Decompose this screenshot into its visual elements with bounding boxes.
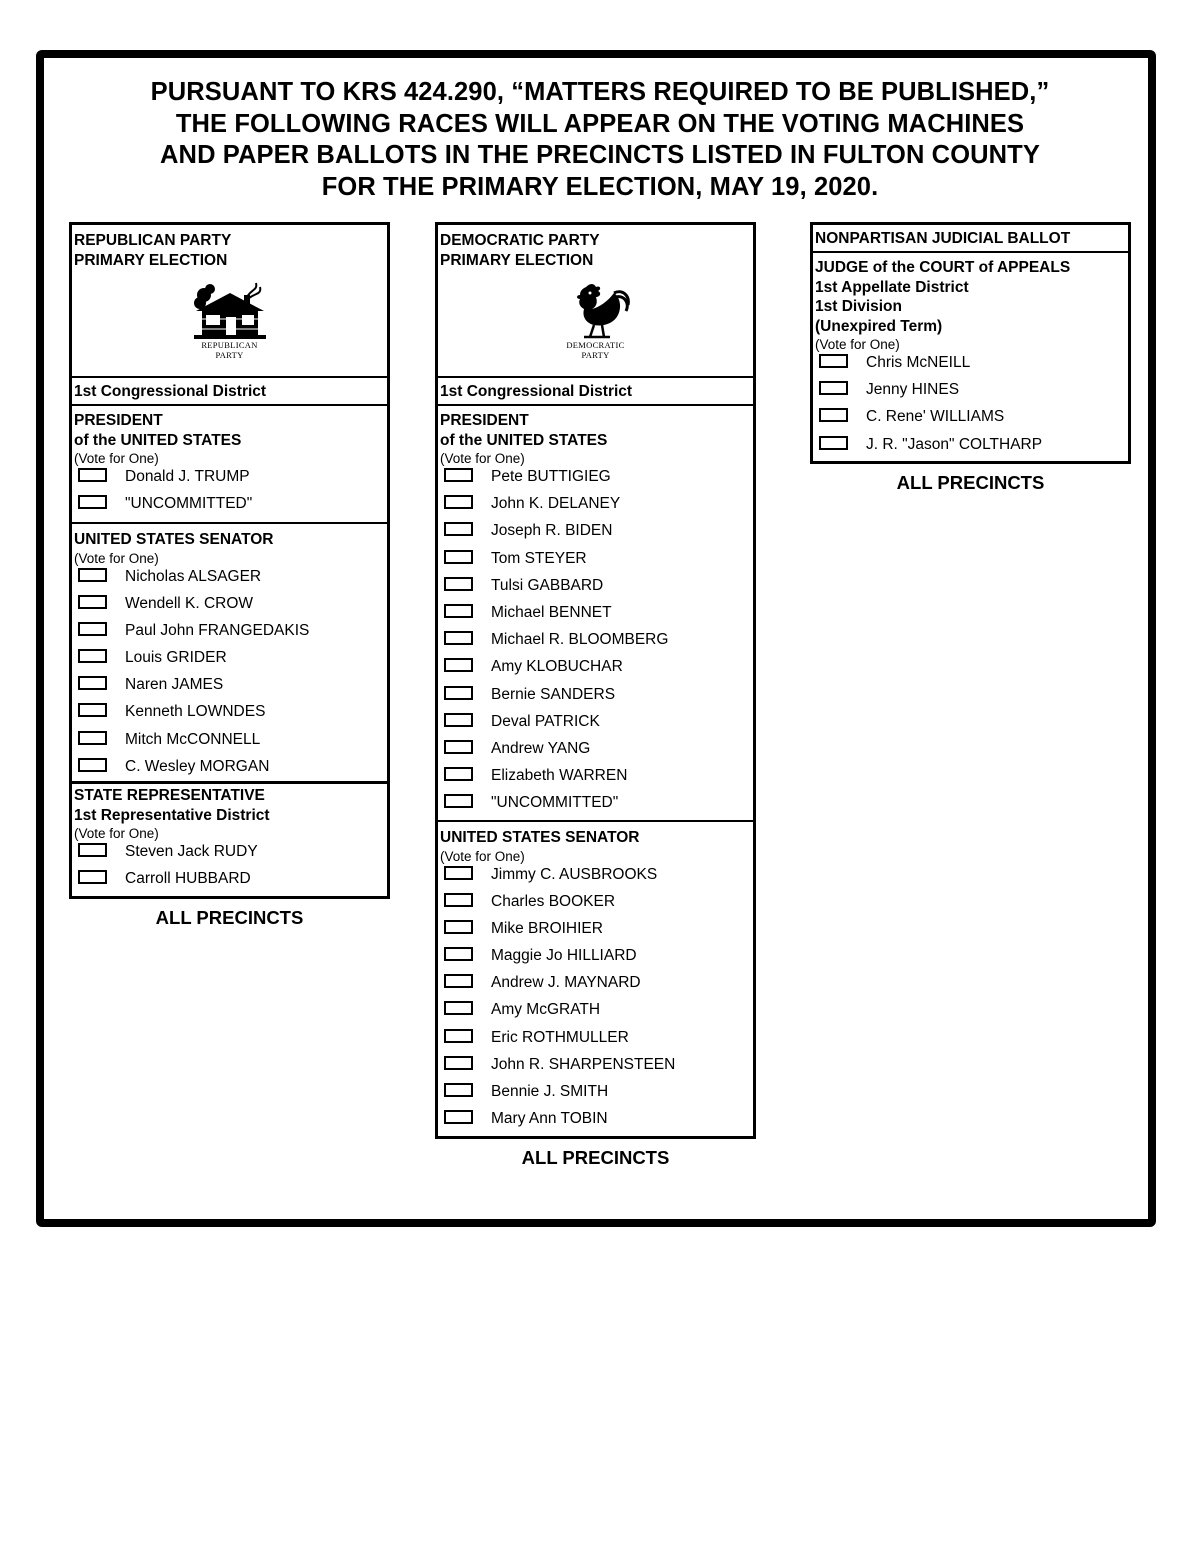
vote-instruction: (Vote for One) [74, 826, 159, 841]
race-president [438, 404, 753, 820]
candidate-checkbox[interactable] [78, 595, 107, 609]
candidate-name: "UNCOMMITTED" [491, 794, 619, 812]
candidate-checkbox[interactable] [444, 947, 473, 961]
candidate-checkbox[interactable] [78, 870, 107, 884]
election-name: PRIMARY ELECTION [440, 251, 594, 269]
candidate-name: Kenneth LOWNDES [125, 703, 266, 721]
candidate-checkbox[interactable] [444, 522, 473, 536]
candidate-row[interactable] [813, 435, 1128, 462]
candidate-row[interactable] [438, 1109, 753, 1136]
candidate-row[interactable] [72, 675, 387, 702]
candidate-name: Tom STEYER [491, 549, 587, 567]
candidate-checkbox[interactable] [78, 495, 107, 509]
candidate-name: Chris McNEILL [866, 354, 971, 371]
candidate-checkbox[interactable] [78, 468, 107, 482]
candidate-name: Nicholas ALSAGER [125, 567, 262, 585]
race-title: of the UNITED STATES [74, 431, 242, 449]
candidate-name: Carroll HUBBARD [125, 870, 251, 888]
candidate-name: Amy McGRATH [491, 1001, 601, 1019]
district-label: 1st Congressional District [74, 383, 267, 400]
candidate-row[interactable] [438, 630, 753, 657]
candidate-checkbox[interactable] [444, 713, 473, 727]
district-label: 1st Congressional District [440, 383, 633, 400]
ballot-title: NONPARTISAN JUDICIAL BALLOT [815, 230, 1071, 247]
candidate-name: Michael BENNET [491, 603, 612, 621]
candidate-row[interactable] [72, 467, 387, 494]
candidate-checkbox[interactable] [819, 408, 848, 422]
candidate-name: Jimmy C. AUSBROOKS [491, 865, 658, 883]
candidate-checkbox[interactable] [444, 604, 473, 618]
all-precincts-label: ALL PRECINCTS [521, 1147, 670, 1168]
candidate-name: "UNCOMMITTED" [125, 495, 253, 513]
party-name: REPUBLICAN PARTY [74, 232, 232, 249]
candidate-row[interactable] [72, 842, 387, 869]
candidate-checkbox[interactable] [444, 686, 473, 700]
logo-caption: DEMOCRATIC [566, 340, 625, 350]
candidate-checkbox[interactable] [444, 893, 473, 907]
vote-instruction: (Vote for One) [815, 337, 900, 352]
candidate-row[interactable] [72, 567, 387, 594]
race-title: UNITED STATES SENATOR [74, 531, 274, 548]
candidate-checkbox[interactable] [819, 381, 848, 395]
candidate-row[interactable] [438, 1082, 753, 1109]
candidate-name: Maggie Jo HILLIARD [491, 947, 637, 965]
candidate-row[interactable] [438, 793, 753, 820]
race-title: PRESIDENT [440, 412, 529, 429]
candidate-checkbox[interactable] [819, 354, 848, 368]
candidate-checkbox[interactable] [444, 740, 473, 754]
candidate-checkbox[interactable] [819, 436, 848, 450]
header-line: AND PAPER BALLOTS IN THE PRECINCTS LISTED IN FULTON COUNTY [160, 141, 1040, 169]
candidate-name: Andrew YANG [491, 739, 591, 757]
vote-instruction: (Vote for One) [74, 451, 159, 466]
candidate-row[interactable] [438, 1000, 753, 1027]
democratic-ballot [435, 222, 756, 1139]
candidate-checkbox[interactable] [444, 794, 473, 808]
candidate-row[interactable] [438, 865, 753, 892]
race-title: PRESIDENT [74, 412, 163, 429]
candidate-checkbox[interactable] [444, 974, 473, 988]
candidate-name: Elizabeth WARREN [491, 767, 628, 785]
candidate-name: John K. DELANEY [491, 495, 621, 513]
race-senator [438, 820, 753, 1136]
district-row [438, 376, 753, 406]
race-title: 1st Appellate District [815, 278, 969, 296]
candidate-checkbox[interactable] [444, 631, 473, 645]
candidate-checkbox[interactable] [444, 468, 473, 482]
race-president [72, 404, 387, 521]
candidate-name: Mike BROIHIER [491, 919, 603, 937]
candidate-name: Joseph R. BIDEN [491, 522, 613, 540]
candidate-row[interactable] [438, 892, 753, 919]
race-title: of the UNITED STATES [440, 431, 608, 449]
candidate-row[interactable] [438, 1055, 753, 1082]
candidate-row[interactable] [438, 603, 753, 630]
candidate-row[interactable] [72, 730, 387, 757]
candidate-name: Michael R. BLOOMBERG [491, 631, 669, 649]
candidate-checkbox[interactable] [78, 622, 107, 636]
candidate-name: Steven Jack RUDY [125, 843, 258, 860]
candidate-name: Naren JAMES [125, 676, 224, 694]
candidate-checkbox[interactable] [78, 676, 107, 690]
candidate-row[interactable] [813, 380, 1128, 407]
candidate-row[interactable] [438, 1028, 753, 1055]
header-line: FOR THE PRIMARY ELECTION, MAY 19, 2020. [321, 172, 879, 201]
party-name: DEMOCRATIC PARTY [440, 232, 600, 249]
candidate-name: Charles BOOKER [491, 892, 616, 910]
candidate-row[interactable] [72, 869, 387, 896]
candidate-row[interactable] [72, 494, 387, 521]
candidate-checkbox[interactable] [444, 866, 473, 880]
candidate-name: Pete BUTTIGIEG [491, 468, 611, 485]
race-state-representative [72, 781, 387, 896]
judicial-ballot [810, 222, 1131, 464]
race-court-of-appeals [813, 251, 1128, 462]
candidate-checkbox[interactable] [444, 767, 473, 781]
candidate-row[interactable] [813, 353, 1128, 380]
judicial-title [813, 229, 1128, 249]
candidate-row[interactable] [72, 594, 387, 621]
republican-logo [185, 281, 275, 360]
notice-header [50, 77, 1150, 203]
republican-title [72, 231, 387, 270]
race-title: STATE REPRESENTATIVE [74, 787, 265, 804]
candidate-checkbox[interactable] [444, 1083, 473, 1097]
candidate-name: C. Wesley MORGAN [125, 757, 270, 775]
candidate-name: John R. SHARPENSTEEN [491, 1055, 676, 1073]
candidate-checkbox[interactable] [78, 843, 107, 857]
candidate-row[interactable] [438, 766, 753, 793]
democratic-logo [551, 281, 641, 360]
logo-caption: PARTY [581, 349, 610, 360]
header-line: PURSUANT TO KRS 424.290, “MATTERS REQUIRED TO BE PUBLISHED,” [150, 78, 1050, 106]
candidate-name: C. Rene' WILLIAMS [866, 408, 1005, 426]
candidate-row[interactable] [438, 657, 753, 684]
candidate-checkbox[interactable] [78, 703, 107, 717]
candidate-row[interactable] [438, 946, 753, 973]
candidate-checkbox[interactable] [78, 568, 107, 582]
candidate-checkbox[interactable] [78, 649, 107, 663]
district-row [72, 376, 387, 406]
candidate-checkbox[interactable] [444, 495, 473, 509]
candidate-row[interactable] [438, 494, 753, 521]
candidate-checkbox[interactable] [444, 1001, 473, 1015]
candidate-checkbox[interactable] [444, 658, 473, 672]
race-title: JUDGE of the COURT of APPEALS [815, 259, 1071, 276]
header-line: THE FOLLOWING RACES WILL APPEAR ON THE VOTING MACHINES [175, 109, 1025, 138]
candidate-row[interactable] [813, 407, 1128, 434]
candidate-name: Eric ROTHMULLER [491, 1028, 629, 1046]
candidate-name: Donald J. TRUMP [125, 468, 250, 485]
candidate-checkbox[interactable] [444, 1029, 473, 1043]
candidate-name: Louis GRIDER [125, 649, 227, 667]
candidate-name: Jenny HINES [866, 381, 960, 399]
election-name: PRIMARY ELECTION [74, 251, 228, 269]
candidate-row[interactable] [438, 576, 753, 603]
candidate-row[interactable] [438, 549, 753, 576]
candidate-row[interactable] [438, 739, 753, 766]
all-precincts-label: ALL PRECINCTS [896, 472, 1045, 493]
candidate-row[interactable] [72, 702, 387, 729]
logo-caption: PARTY [215, 349, 244, 360]
candidate-name: Bennie J. SMITH [491, 1083, 609, 1100]
candidate-row[interactable] [438, 919, 753, 946]
candidate-name: Tulsi GABBARD [491, 576, 604, 594]
candidate-row[interactable] [72, 621, 387, 648]
candidate-row[interactable] [72, 648, 387, 675]
vote-instruction: (Vote for One) [74, 550, 159, 566]
candidate-row[interactable] [438, 685, 753, 712]
rooster-icon [556, 281, 636, 341]
candidate-row[interactable] [438, 712, 753, 739]
candidate-row[interactable] [438, 467, 753, 494]
candidate-name: Bernie SANDERS [491, 685, 616, 703]
candidate-row[interactable] [72, 757, 387, 784]
race-title: 1st Representative District [74, 806, 270, 824]
logo-caption: REPUBLICAN [201, 340, 258, 350]
candidate-checkbox[interactable] [444, 550, 473, 564]
candidate-name: Amy KLOBUCHAR [491, 658, 623, 676]
candidate-checkbox[interactable] [78, 731, 107, 745]
candidate-checkbox[interactable] [444, 1056, 473, 1070]
candidate-name: J. R. "Jason" COLTHARP [866, 435, 1043, 453]
candidate-name: Wendell K. CROW [125, 594, 254, 612]
candidate-name: Mitch McCONNELL [125, 730, 261, 748]
race-title: 1st Division [815, 298, 902, 315]
democratic-title [438, 231, 753, 270]
log-cabin-icon [190, 281, 270, 341]
candidate-row[interactable] [438, 521, 753, 548]
candidate-name: Paul John FRANGEDAKIS [125, 621, 310, 639]
race-title: (Unexpired Term) [815, 317, 943, 335]
candidate-name: Andrew J. MAYNARD [491, 974, 641, 992]
candidate-checkbox[interactable] [78, 758, 107, 772]
candidate-checkbox[interactable] [444, 920, 473, 934]
race-senator [72, 522, 387, 784]
candidate-row[interactable] [438, 973, 753, 1000]
candidate-name: Deval PATRICK [491, 712, 600, 730]
candidate-checkbox[interactable] [444, 577, 473, 591]
candidate-checkbox[interactable] [444, 1110, 473, 1124]
candidate-name: Mary Ann TOBIN [491, 1110, 608, 1128]
all-precincts-label: ALL PRECINCTS [155, 907, 304, 928]
vote-instruction: (Vote for One) [440, 451, 525, 466]
republican-ballot [69, 222, 390, 899]
vote-instruction: (Vote for One) [440, 848, 525, 864]
race-title: UNITED STATES SENATOR [440, 829, 640, 846]
